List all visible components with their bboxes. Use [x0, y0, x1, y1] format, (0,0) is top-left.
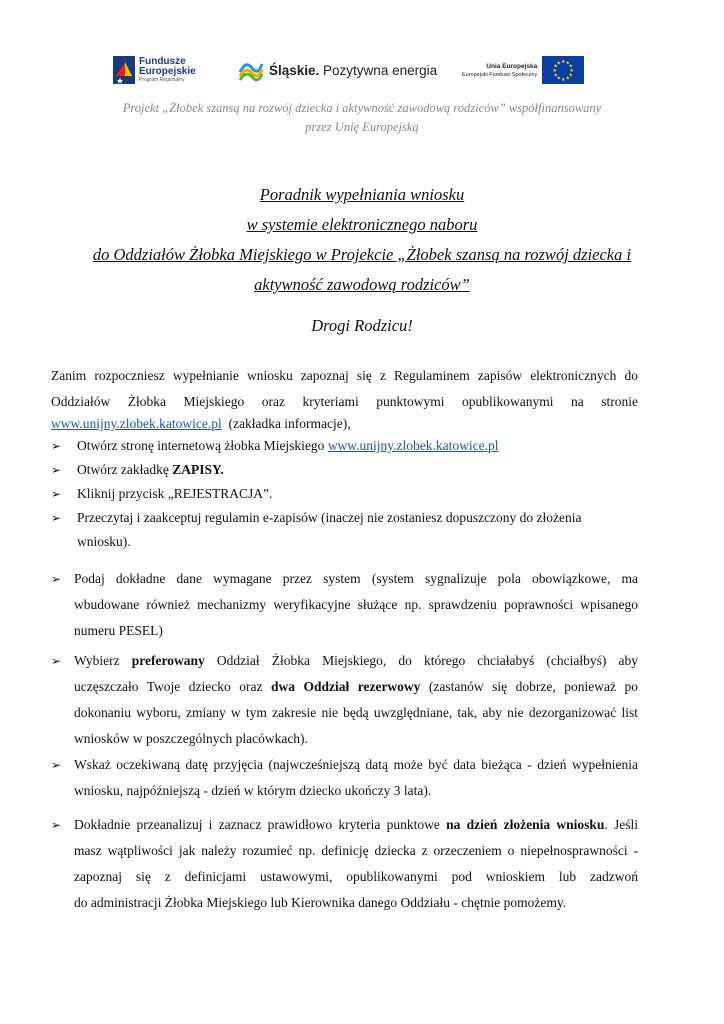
step1-link[interactable]: www.unijny.zlobek.katowice.pl — [327, 438, 499, 453]
step1-text: Otwórz stronę internetową żłobka Miejskiego — [77, 438, 328, 453]
svg-text:★: ★ — [568, 63, 574, 70]
intro-line2: Oddziałów Żłobka Miejskiego oraz kryteriami punktowymi opublikowanymi na stronie — [51, 394, 638, 409]
b2-bold1: preferowany — [131, 653, 205, 668]
svg-text:★: ★ — [561, 59, 566, 65]
b2-line3: dokonaniu wyboru, zmiany w tym zakresie nie będą uwzględniane, tak, aby nie dezorganizować list — [74, 705, 638, 720]
list-item — [51, 434, 638, 458]
arrow-bullet-icon: ➢ — [51, 511, 62, 525]
arrow-bullet-icon: ➢ — [51, 818, 62, 832]
bullet-1 — [51, 566, 638, 644]
b2-line1: Wybierz preferowany Oddział Żłobka Miejskiego, do którego chciałabyś (chciałbyś) aby — [74, 653, 638, 668]
svg-text:★: ★ — [561, 77, 566, 83]
arrow-bullet-icon: ➢ — [51, 463, 62, 477]
bullet-4 — [51, 812, 638, 916]
steps-list — [51, 434, 638, 554]
svg-text:★: ★ — [556, 75, 562, 82]
b1-line2: wbudowane również mechanizmy weryfikacyjne służące np. sprawdzeniu poprawności wpisanego — [74, 597, 638, 612]
project-cofinancing-note — [60, 99, 664, 137]
fe-line3: Program Regionalny — [139, 76, 185, 83]
eu-flag-icon — [542, 56, 584, 84]
title-line2: w systemie elektronicznego naboru — [246, 215, 478, 234]
step4-line1: Przeczytaj i zaakceptuj regulamin e-zapisów (inaczej nie zostaniesz dopuszczony do złożenia — [77, 510, 582, 525]
svg-text:★: ★ — [569, 68, 575, 74]
b4-line2: masz wątpliwości jak należy rozumieć np. definicję dziecka z orzeczeniem o niepełnosprawności - — [74, 843, 638, 858]
bullet-2 — [51, 648, 638, 752]
slaskie-logo — [238, 58, 437, 82]
b1-line1: Podaj dokładne dane wymagane przez system (system sygnalizuje pola obowiązkowe, ma — [74, 571, 638, 586]
step3-text: Kliknij przycisk „REJESTRACJA”. — [77, 486, 273, 501]
ue-line1: Unia Europejska — [486, 62, 538, 70]
list-item — [51, 648, 638, 752]
arrow-bullet-icon: ➢ — [51, 487, 62, 501]
list-item — [51, 752, 638, 804]
arrow-bullet-icon: ➢ — [51, 439, 62, 453]
arrow-bullet-icon: ➢ — [51, 758, 62, 772]
b2-line4: wniosków w poszczególnych placówkach). — [74, 731, 308, 746]
ue-line2: Europejski Fundusz Społeczny — [462, 71, 538, 78]
fe-line2: Europejskie — [139, 65, 196, 77]
step2-text: Otwórz zakładkę — [77, 462, 173, 477]
intro-line1: Zanim rozpoczniesz wypełnianie wniosku zapoznaj się z Regulaminem zapisów elektronicznych do — [51, 368, 638, 383]
b2-line2: uczęszczało Twoje dziecko oraz dwa Oddział rezerwowy (zastanów się dobrze, ponieważ po — [74, 679, 638, 694]
b4-line1: Dokładnie przeanalizuj i zaznacz prawidłowo kryteria punktowe na dzień złożenia wniosku. Jeśli — [74, 817, 638, 832]
arrow-bullet-icon: ➢ — [51, 654, 62, 668]
b2-bold2: dwa Oddział rezerwowy — [270, 679, 421, 694]
svg-text:★: ★ — [552, 68, 558, 74]
svg-text:★: ★ — [556, 60, 562, 67]
arrow-bullet-icon: ➢ — [51, 572, 62, 586]
step4-line2: wniosku). — [77, 534, 131, 549]
intro-paragraph — [51, 363, 638, 415]
title-line3: do Oddziałów Żłobka Miejskiego w Projekcie „Żłobek szansą na rozwój dziecka i — [92, 245, 632, 264]
ue-logo — [462, 56, 584, 84]
list-item — [51, 812, 638, 916]
slaskie-brand: Śląskie. — [269, 62, 320, 78]
title-line4: aktywność zawodową rodziców” — [254, 275, 470, 294]
header-note-line2: przez Unię Europejską — [305, 120, 419, 134]
list-item — [51, 506, 638, 554]
fe-line1: Fundusze — [139, 55, 186, 67]
list-item — [51, 482, 638, 506]
svg-text:★: ★ — [553, 63, 559, 70]
intro-after: (zakładka informacje), — [221, 416, 351, 431]
svg-text:★: ★ — [565, 60, 571, 67]
header-note-line1: Projekt „Żłobek szansą na rozwój dziecka i aktywność zawodową rodziców” współfinansowany — [122, 101, 602, 115]
b1-line3: numeru PESEL) — [74, 623, 163, 638]
title-line1: Poradnik wypełniania wniosku — [259, 185, 465, 204]
fe-star-icon — [113, 56, 135, 84]
slaskie-slogan: Pozytywna energia — [319, 62, 438, 78]
svg-text:★: ★ — [568, 72, 574, 79]
logo-bar — [0, 52, 724, 92]
svg-text:★: ★ — [565, 75, 571, 82]
b3-line1: Wskaż oczekiwaną datę przyjęcia (najwcześniejszą datą może być data bieżąca - dzień wypełnienia — [74, 757, 638, 772]
b4-line4: do administracji Żłobka Miejskiego lub Kierownika danego Oddziału - chętnie pomożemy. — [74, 895, 567, 910]
step2-bold: ZAPISY. — [172, 462, 224, 477]
bullet-3 — [51, 752, 638, 804]
fundusze-europejskie-logo — [113, 56, 196, 84]
document-title — [50, 180, 674, 300]
greeting: Drogi Rodzicu! — [311, 316, 413, 335]
b4-line3: zapoznaj się z definicjami ustawowymi, opublikowanymi pod wnioskiem lub zadzwoń — [74, 869, 638, 884]
list-item — [51, 566, 638, 644]
b3-line2: wniosku, najpóźniejszą - dzień w którym dziecko ukończy 3 lata). — [74, 783, 432, 798]
list-item — [51, 458, 638, 482]
slaskie-wave-icon — [238, 58, 264, 82]
intro-link[interactable]: www.unijny.zlobek.katowice.pl — [51, 416, 222, 431]
svg-text:★: ★ — [553, 72, 559, 79]
b4-bold: na dzień złożenia wniosku — [446, 817, 605, 832]
